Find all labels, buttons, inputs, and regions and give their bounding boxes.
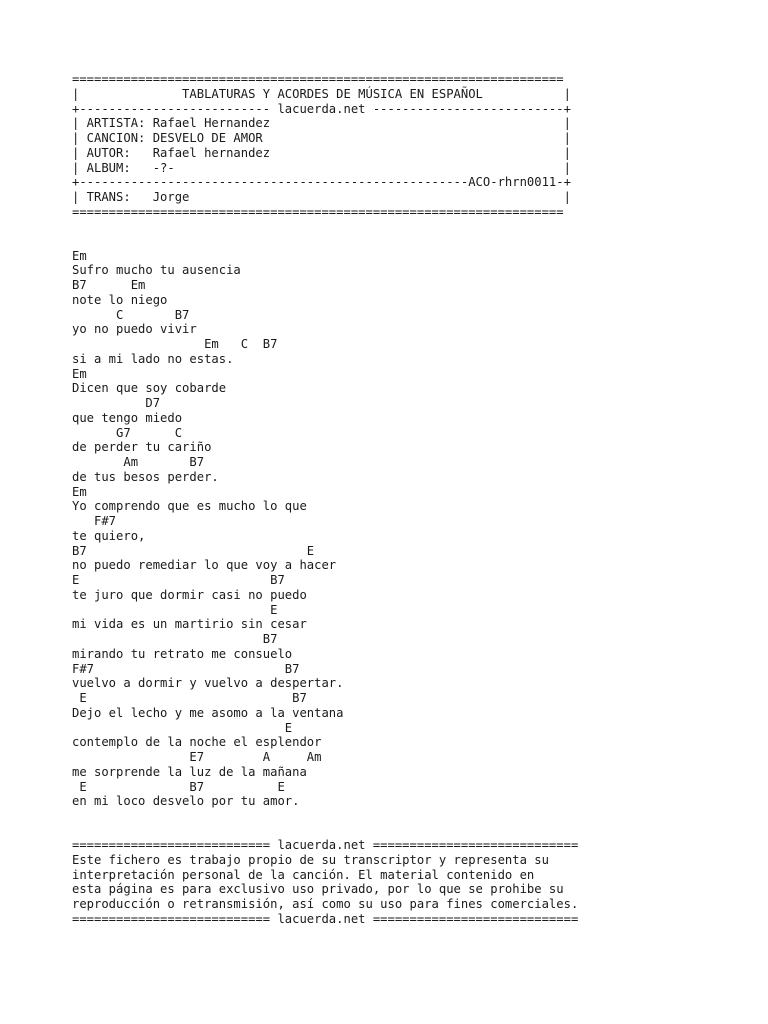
- song-line: me sorprende la luz de la mañana: [72, 764, 307, 779]
- spacer: [72, 809, 752, 838]
- song-line: Yo comprendo que es mucho lo que: [72, 499, 307, 514]
- song-line: no puedo remediar lo que voy a hacer: [72, 558, 337, 573]
- song-line: te juro que dormir casi no puedo: [72, 587, 307, 602]
- song-line: E: [72, 720, 293, 735]
- song-line: C B7: [72, 307, 190, 322]
- song-line: Sufro mucho tu ausencia: [72, 263, 241, 278]
- song-line: Am B7: [72, 455, 205, 469]
- song-line: E7 A Am: [72, 750, 322, 764]
- song-line: Em: [72, 366, 87, 381]
- footer-line: interpretación personal de la canción. El material contenido en: [72, 867, 535, 882]
- song-line: B7: [72, 632, 278, 646]
- song-line: E B7: [72, 691, 307, 705]
- footer-line: Este fichero es trabajo propio de su transcriptor y representa su: [72, 852, 549, 867]
- song-line: E B7: [72, 573, 285, 587]
- footer-line: =========================== lacuerda.net ============================: [72, 911, 579, 926]
- song-line: B7 E: [72, 543, 315, 558]
- header-line: ===================================================================: [72, 72, 564, 86]
- song-line: Em C B7: [72, 337, 278, 351]
- header-line: | TRANS: Jorge |: [72, 190, 571, 204]
- header-line: +-----------------------------------------------------ACO-rhrn0011-+: [72, 175, 571, 190]
- footer-line: reproducción o retransmisión, así como su uso para fines comerciales.: [72, 897, 579, 911]
- tab-header-box: [72, 72, 752, 220]
- song-line: te quiero,: [72, 528, 146, 543]
- footer-line: =========================== lacuerda.net ============================: [72, 838, 579, 852]
- song-line: de perder tu cariño: [72, 440, 212, 455]
- copyright-footer: [72, 838, 752, 927]
- song-line: en mi loco desvelo por tu amor.: [72, 794, 300, 809]
- song-line: Dicen que soy cobarde: [72, 381, 227, 396]
- song-line: vuelvo a dormir y vuelvo a despertar.: [72, 676, 344, 691]
- song-line: F#7: [72, 514, 117, 528]
- song-line: G7 C: [72, 425, 183, 440]
- song-line: mirando tu retrato me consuelo: [72, 646, 293, 661]
- song-line: de tus besos perder.: [72, 469, 219, 484]
- song-line: E: [72, 602, 278, 617]
- spacer: [72, 220, 752, 249]
- song-line: yo no puedo vivir: [72, 322, 197, 337]
- header-line: ===================================================================: [72, 204, 564, 219]
- header-line: +-------------------------- lacuerda.net --------------------------+: [72, 101, 571, 116]
- song-line: note lo niego: [72, 292, 168, 307]
- header-line: | TABLATURAS Y ACORDES DE MÚSICA EN ESPAÑOL |: [72, 86, 571, 101]
- header-line: | ALBUM: -?- |: [72, 160, 571, 175]
- song-line: Em: [72, 484, 87, 499]
- song-line: D7: [72, 396, 161, 410]
- song-line: mi vida es un martirio sin cesar: [72, 617, 307, 632]
- song-lyrics-with-chords: [72, 249, 752, 810]
- song-line: que tengo miedo: [72, 410, 183, 425]
- header-line: | CANCION: DESVELO DE AMOR |: [72, 131, 571, 145]
- song-line: B7 Em: [72, 278, 146, 292]
- header-line: | ARTISTA: Rafael Hernandez |: [72, 116, 571, 131]
- footer-line: esta página es para exclusivo uso privado, por lo que se prohibe su: [72, 882, 564, 897]
- song-line: F#7 B7: [72, 661, 300, 676]
- song-line: si a mi lado no estas.: [72, 351, 234, 366]
- document-page: [72, 72, 752, 927]
- song-line: Dejo el lecho y me asomo a la ventana: [72, 705, 344, 720]
- song-line: E B7 E: [72, 779, 285, 794]
- header-line: | AUTOR: Rafael hernandez |: [72, 145, 571, 160]
- song-line: contemplo de la noche el esplendor: [72, 735, 322, 750]
- song-line: Em: [72, 248, 87, 263]
